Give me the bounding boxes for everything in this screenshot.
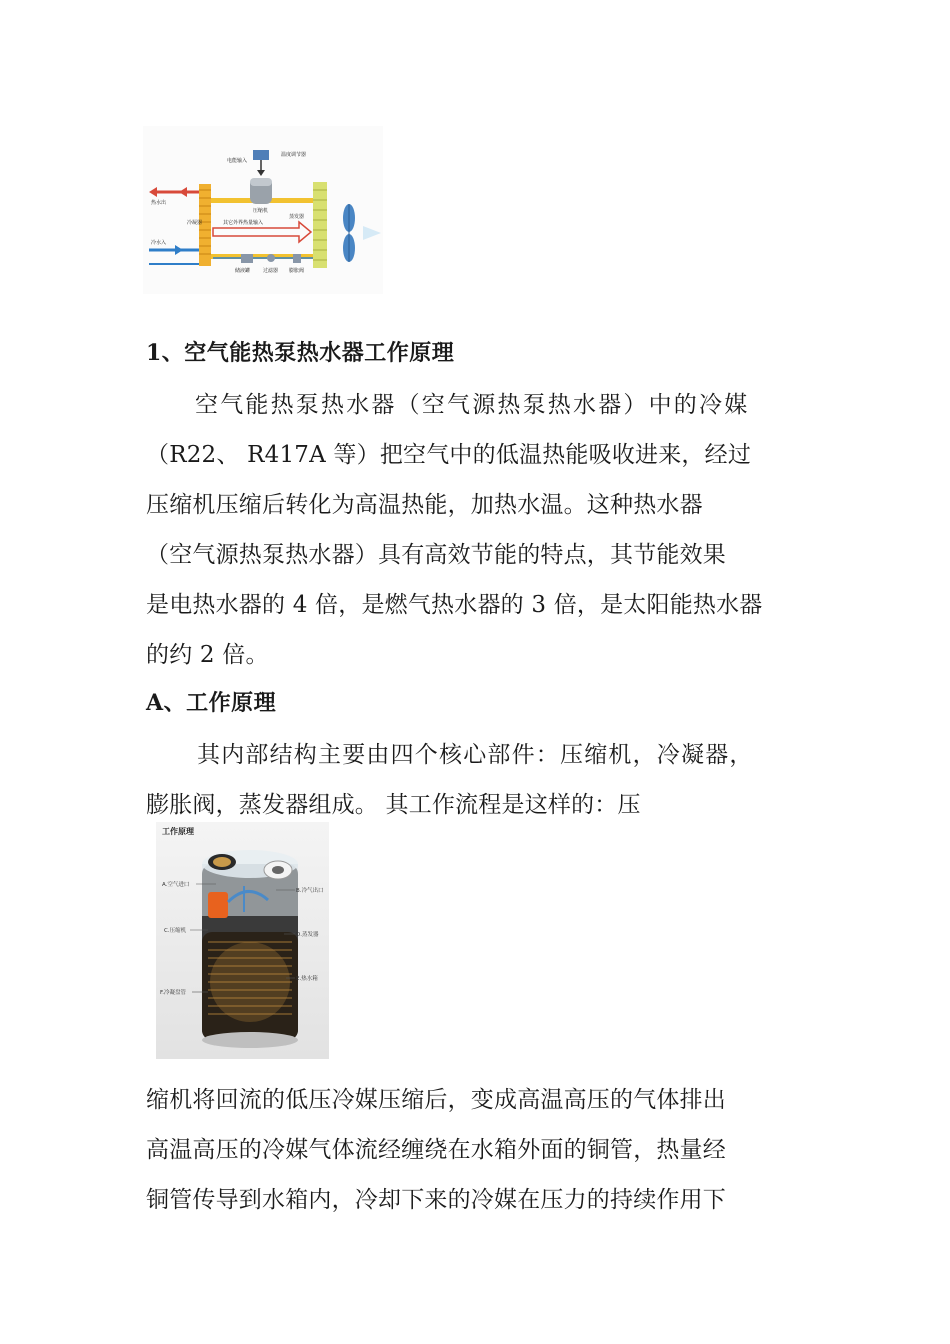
label-tank: E.热水箱: [296, 976, 318, 982]
heat-pump-schematic-figure: [143, 126, 383, 294]
evaporator-coil: [313, 182, 327, 268]
section-1-line-5: 是电热水器的 4 倍，是燃气热水器的 3 倍，是太阳能热水器: [146, 592, 763, 618]
label-air-in: A.空气进口: [162, 882, 190, 888]
label-filter: 过滤器: [263, 268, 279, 274]
label-air-out: B.冷气出口: [296, 888, 324, 894]
section-1-line-1: 空气能热泵热水器（空气源热泵热水器）中的冷媒: [195, 392, 750, 418]
label-temp-control: 温度调节器: [281, 152, 307, 158]
label-power-input: 电能输入: [227, 158, 248, 164]
label-compressor-2: C.压缩机: [164, 928, 187, 934]
label-other-heat-input: 其它外界热量输入: [223, 220, 264, 226]
section-a-heading: A、工作原理: [146, 690, 277, 716]
section-1-line-3: 压缩机压缩后转化为高温热能，加热水温。这种热水器: [146, 492, 703, 518]
continuation-line-3: 铜管传导到水箱内，冷却下来的冷媒在压力的持续作用下: [146, 1187, 726, 1213]
label-receiver: 储液罐: [235, 268, 251, 274]
label-condenser: 冷凝器: [187, 220, 203, 226]
section-1-line-4: （空气源热泵热水器）具有高效节能的特点，其节能效果: [146, 542, 726, 568]
section-a-line-1: 其内部结构主要由四个核心部件：压缩机，冷凝器，: [197, 742, 754, 768]
label-coil: F.冷凝盘管: [160, 990, 187, 996]
label-evaporator: 蒸发器: [289, 214, 305, 220]
label-expansion-valve: 膨胀阀: [289, 268, 305, 274]
label-evaporator-2: D.蒸发器: [296, 932, 319, 938]
label-hot-water-out: 热水出: [151, 200, 167, 206]
label-compressor: 压缩机: [253, 208, 269, 214]
section-1-line-2: （R22、 R417A 等）把空气中的低温热能吸收进来，经过: [146, 442, 752, 468]
continuation-line-2: 高温高压的冷媒气体流经缠绕在水箱外面的铜管，热量经: [146, 1137, 726, 1163]
figure-2-title: 工作原理: [162, 827, 194, 836]
section-1-line-6: 的约 2 倍。: [146, 642, 269, 668]
section-1-heading: 1、空气能热泵热水器工作原理: [146, 340, 455, 366]
label-cold-water-in: 冷水入: [151, 240, 167, 246]
section-a-line-2: 膨胀阀，蒸发器组成。 其工作流程是这样的：压: [146, 792, 641, 818]
continuation-line-1: 缩机将回流的低压冷媒压缩后，变成高温高压的气体排出: [146, 1087, 726, 1113]
water-heater-figure: [156, 822, 329, 1059]
